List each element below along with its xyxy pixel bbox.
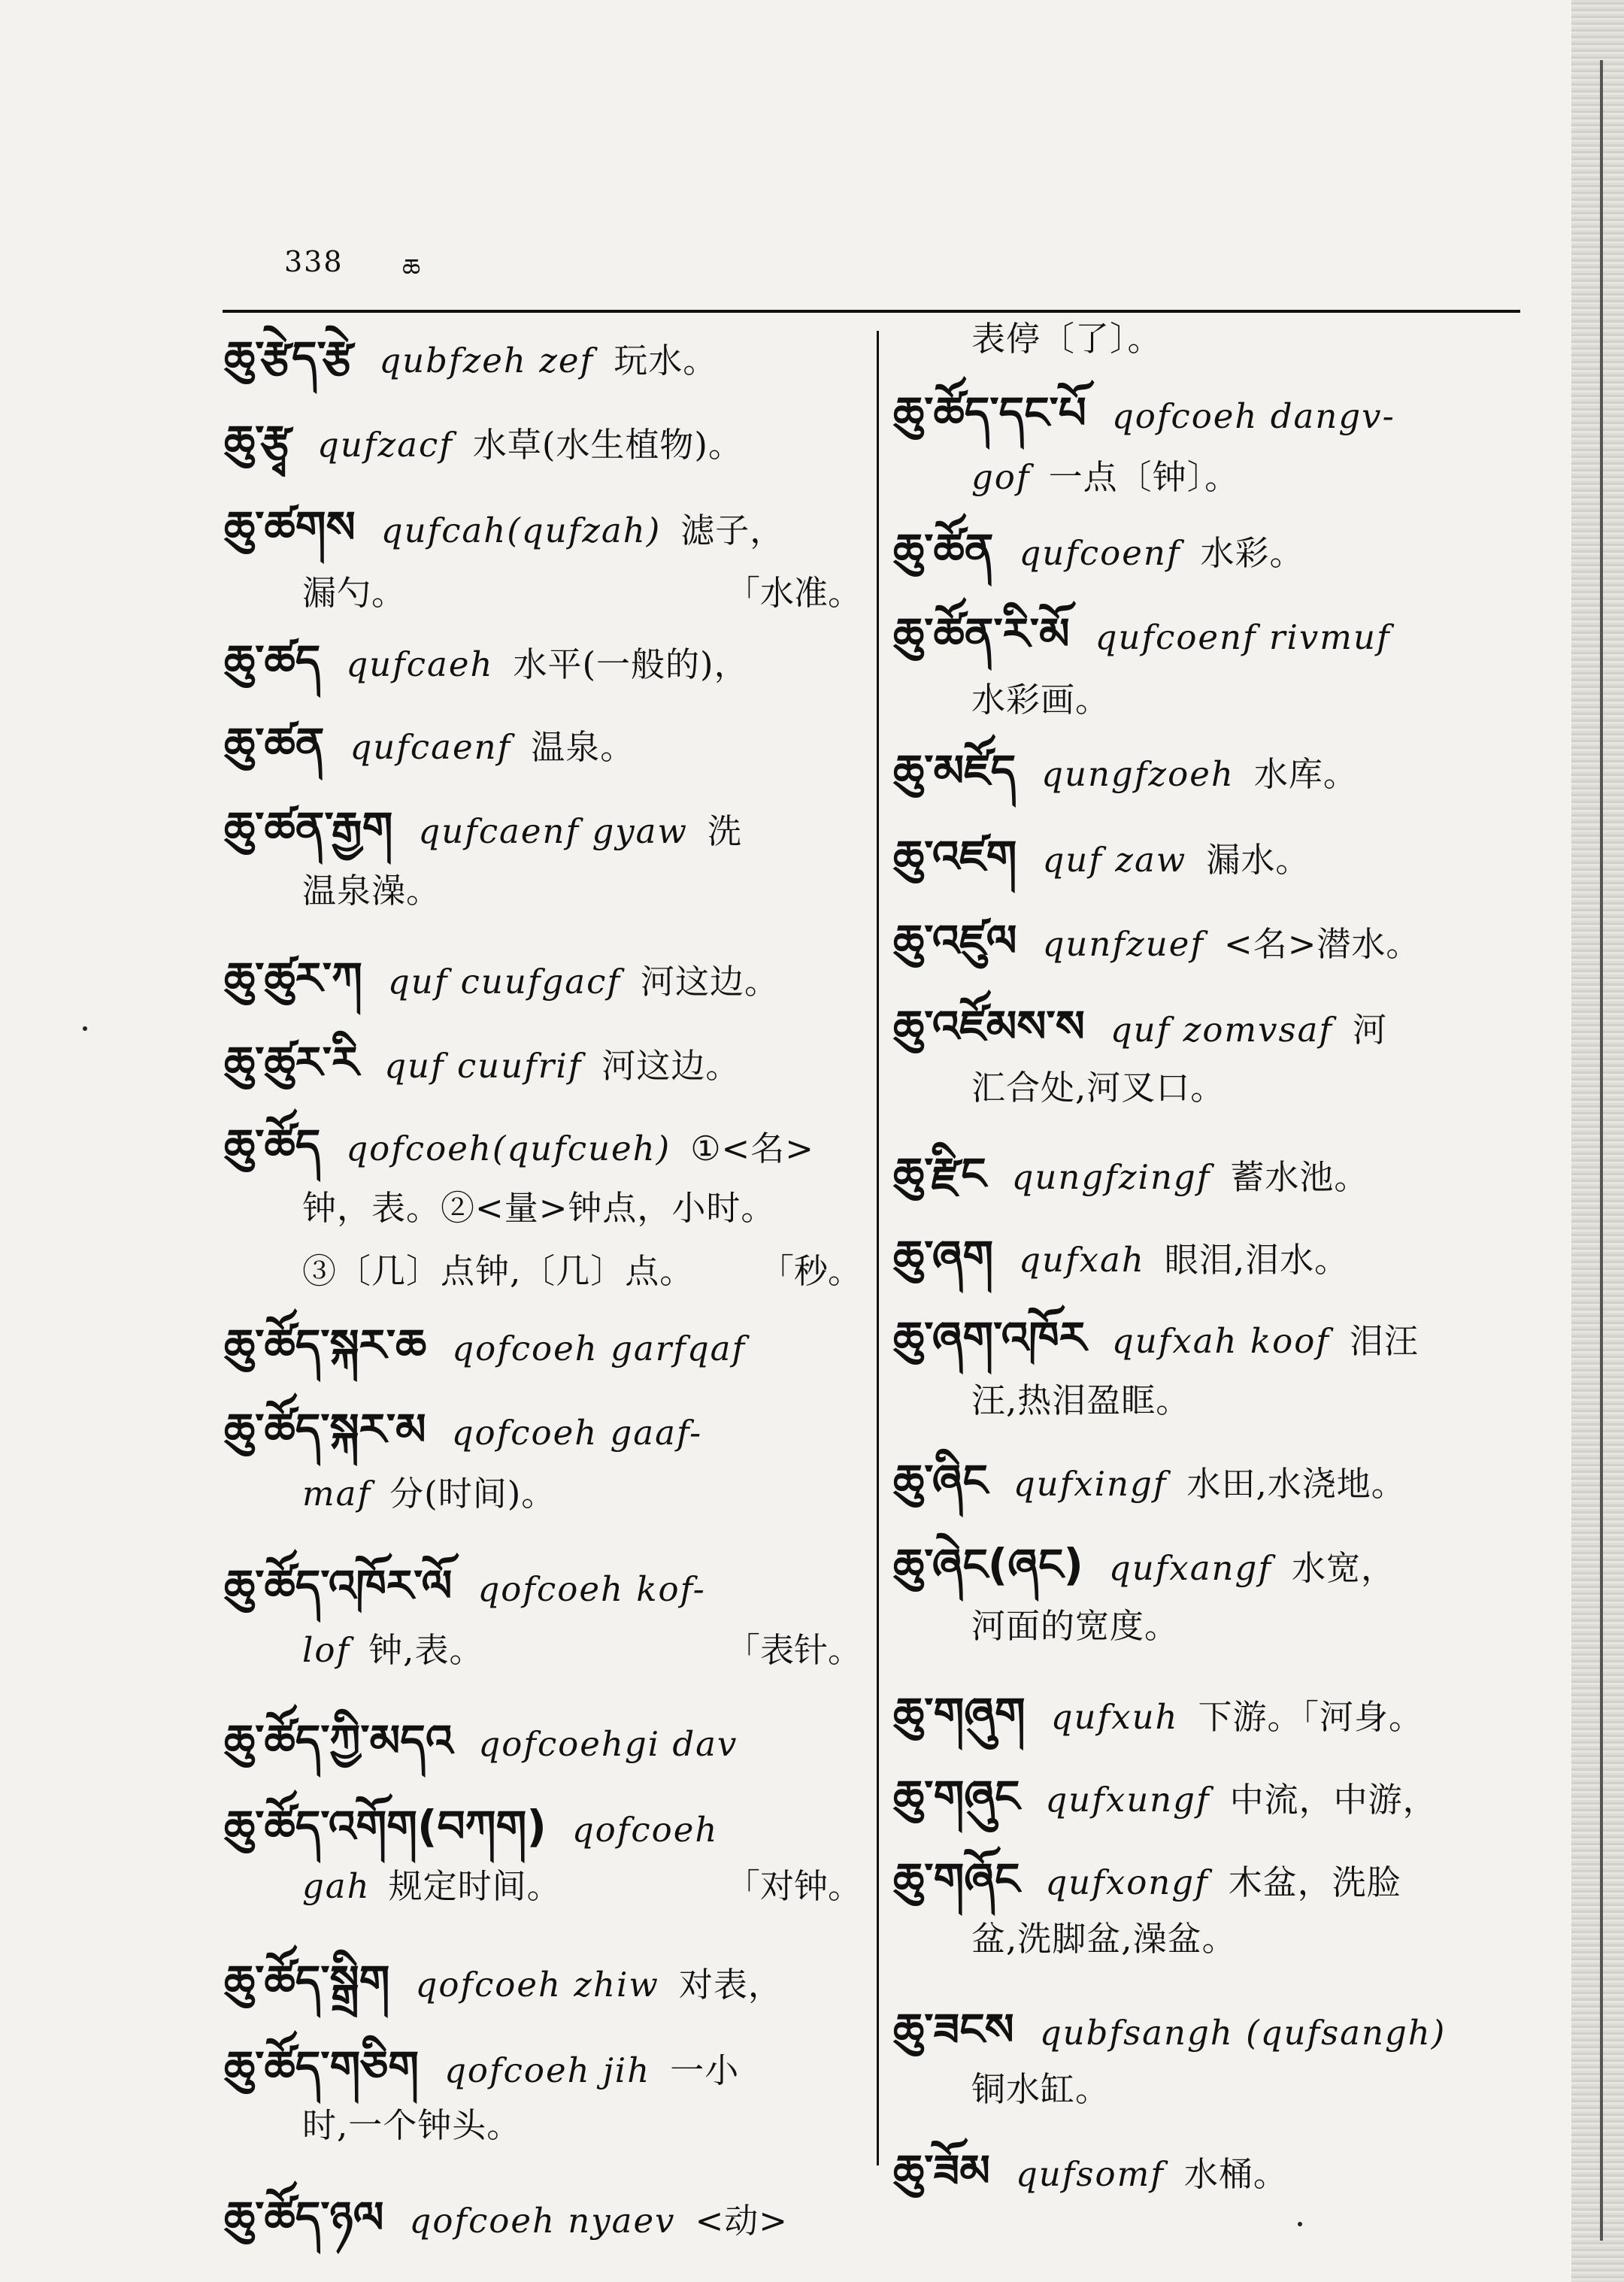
- tibetan-headword: ཆུ་ཚོད་སྒྲིག: [224, 1956, 390, 2007]
- tibetan-headword: ཆུ་རྫིང: [893, 1148, 986, 1199]
- entry-continuation: [893, 1068, 1226, 1108]
- entry-continuation: [224, 1188, 776, 1228]
- header-rule: [223, 310, 1520, 313]
- romanization: qubfzeh zef: [379, 341, 595, 380]
- chinese-definition: 铜水缸。: [971, 2069, 1110, 2109]
- romanization: qofcoeh kof-: [477, 1569, 706, 1609]
- chinese-definition: 钟，表。②<量>钟点，小时。: [302, 1188, 776, 1228]
- chinese-definition: 水草(水生植物)。: [472, 425, 743, 465]
- romanization: qofcoeh zhiw: [415, 1965, 659, 2005]
- romanization: quf cuufgacf: [387, 962, 621, 1002]
- scan-edge: [1571, 0, 1624, 2282]
- dictionary-entry: [224, 332, 718, 383]
- chinese-definition: 河这边。: [640, 962, 779, 1002]
- chinese-definition: ①<名>: [690, 1129, 814, 1168]
- chinese-definition: 水宽，: [1291, 1548, 1395, 1588]
- dictionary-entry: [224, 2041, 740, 2093]
- tibetan-headword: ཆུ་ཟངས: [893, 2004, 1014, 2055]
- romanization: qufxangf: [1108, 1548, 1272, 1588]
- section-letter: ཆ: [402, 253, 421, 283]
- page-number: 338: [284, 245, 344, 278]
- entry-continuation: [893, 457, 1240, 497]
- margin-note: 「水准。: [726, 573, 862, 613]
- dictionary-entry: [224, 2192, 788, 2243]
- romanization: qufcoenf rivmuf: [1095, 617, 1391, 657]
- romanization: quf cuufrif: [384, 1046, 583, 1086]
- entry-continuation: [224, 573, 407, 613]
- chinese-definition: 一点〔钟〕。: [1048, 457, 1240, 497]
- entry-continuation: [893, 1606, 1180, 1646]
- romanization: qofcoeh garfqaf: [452, 1329, 747, 1368]
- romanization: gah: [302, 1866, 371, 1906]
- scan-speck: [83, 1026, 87, 1031]
- romanization: qufcaeh: [346, 644, 494, 684]
- chinese-definition: <动>: [695, 2201, 788, 2241]
- romanization: qungfzoeh: [1041, 754, 1235, 794]
- tibetan-headword: ཆུ་ཚོད་སྐར་མ: [224, 1404, 426, 1455]
- romanization: qufsomf: [1015, 2154, 1165, 2194]
- chinese-definition: 滤子，: [680, 511, 785, 550]
- chinese-definition: 玩水。: [614, 341, 718, 380]
- chinese-definition: 分(时间)。: [389, 1474, 556, 1514]
- dictionary-entry: [224, 502, 785, 553]
- tibetan-headword: ཆུ་ཚོན: [893, 524, 994, 575]
- tibetan-headword: ཆུ་ཚོད་དང་པོ: [893, 387, 1086, 438]
- romanization: qofcoeh: [571, 1810, 719, 1850]
- chinese-definition: 钟,表。: [368, 1630, 484, 1670]
- chinese-definition: 水彩。: [1200, 533, 1304, 573]
- romanization: qofcoeh nyaev: [409, 2201, 676, 2241]
- chinese-definition: 时,一个钟头。: [302, 2105, 522, 2145]
- dictionary-entry: [893, 1001, 1388, 1052]
- romanization: qufxungf: [1045, 1780, 1210, 1820]
- romanization: qufxah: [1019, 1240, 1145, 1280]
- tibetan-headword: ཆུ་ཚོད: [224, 1120, 321, 1171]
- romanization: qufcaenf gyaw: [418, 811, 689, 851]
- dictionary-entry: [893, 1455, 1406, 1506]
- tibetan-headword: ཆུ་ཚོད་འགོག(བཀག): [224, 1801, 547, 1852]
- column-divider: [877, 331, 879, 2165]
- tibetan-headword: ཆུ་ཚོད་སྐར་ཆ: [224, 1320, 427, 1371]
- tibetan-headword: ཆུ་རྩྭ: [224, 416, 292, 467]
- romanization: qufxingf: [1013, 1464, 1168, 1504]
- dictionary-entry: [893, 831, 1310, 882]
- entry-continuation: [893, 680, 1110, 720]
- romanization: qubfsangh (qufsangh): [1039, 2013, 1447, 2053]
- romanization: qufxuh: [1050, 1697, 1179, 1737]
- tibetan-headword: ཆུ་ཞེང(ཞང): [893, 1539, 1083, 1590]
- tibetan-headword: ཆུ་མཛོད: [893, 745, 1017, 796]
- tibetan-headword: ཆུ་གཞོང: [893, 1853, 1020, 1905]
- chinese-definition: 洗: [707, 811, 743, 851]
- tibetan-headword: ཆུ་ཚུར་ཀ: [224, 953, 362, 1004]
- romanization: lof: [302, 1630, 351, 1670]
- romanization: qofcoeh(qufcueh): [346, 1129, 671, 1168]
- tibetan-headword: ཆུ་རྩེད་རྩེ: [224, 332, 354, 383]
- romanization: qufzacf: [317, 425, 453, 465]
- chinese-definition: 河这边。: [601, 1046, 741, 1086]
- dictionary-entry: [224, 1801, 738, 1852]
- tibetan-headword: ཆུ་ཞག: [893, 1231, 994, 1282]
- dictionary-entry: [893, 1853, 1401, 1905]
- chinese-definition: 漏水。: [1206, 840, 1310, 880]
- chinese-definition: 蓄水池。: [1230, 1157, 1369, 1197]
- chinese-definition: ③〔几〕点钟,〔几〕点。: [302, 1251, 695, 1291]
- entry-continuation: [893, 2069, 1110, 2109]
- dictionary-entry: [893, 608, 1410, 659]
- entry-continuation: [224, 1866, 562, 1906]
- tibetan-headword: ཆུ་ཚོད་ཀྱི་མདའ: [224, 1715, 453, 1766]
- dictionary-entry: [224, 1120, 814, 1171]
- chinese-definition: 一小: [670, 2050, 740, 2090]
- dictionary-entry: [893, 387, 1415, 438]
- dictionary-entry: [893, 745, 1358, 796]
- chinese-definition: 眼泪,泪水。: [1164, 1240, 1350, 1280]
- dictionary-entry: [224, 1320, 765, 1371]
- romanization: qofcoehgi dav: [478, 1724, 738, 1764]
- margin-note: 「表针。: [726, 1630, 862, 1670]
- tibetan-headword: ཆུ་ཚུར་རི: [224, 1037, 359, 1088]
- tibetan-headword: ཆུ་ཚགས: [224, 502, 356, 553]
- chinese-definition: 河面的宽度。: [971, 1606, 1180, 1646]
- romanization: qufcah(qufzah): [380, 511, 662, 550]
- dictionary-entry: [893, 1688, 1424, 1739]
- chinese-definition: 水彩画。: [971, 680, 1110, 720]
- dictionary-entry: [893, 1148, 1369, 1199]
- tibetan-headword: ཆུ་གཞུང: [893, 1771, 1020, 1822]
- tibetan-headword: ཆུ་ཞིང: [893, 1455, 988, 1506]
- dictionary-entry: [893, 524, 1304, 575]
- chinese-definition: <名>潜水。: [1224, 924, 1421, 964]
- chinese-definition: 温泉澡。: [302, 871, 441, 911]
- dictionary-entry: [893, 1231, 1350, 1282]
- dictionary-entry: [224, 1715, 757, 1766]
- tibetan-headword: ཆུ་ཞག་འཁོར: [893, 1312, 1086, 1363]
- romanization: qufxah koof: [1111, 1321, 1330, 1361]
- dictionary-entry: [893, 1539, 1395, 1590]
- entry-continuation: [224, 1251, 695, 1291]
- chinese-definition: 漏勺。: [302, 573, 407, 613]
- romanization: qufcoenf: [1019, 533, 1181, 573]
- dictionary-entry: [224, 1037, 741, 1088]
- tibetan-headword: ཆུ་ཚོད་གཅིག: [224, 2041, 420, 2093]
- dictionary-entry: [224, 416, 743, 467]
- chinese-definition: 汪,热泪盈眶。: [971, 1380, 1191, 1420]
- romanization: qofcoeh jih: [444, 2050, 651, 2090]
- tibetan-headword: ཆུ་འཛུལ: [893, 915, 1017, 966]
- entry-continuation: [893, 319, 1162, 359]
- romanization: qufxongf: [1045, 1862, 1209, 1902]
- tibetan-headword: ཆུ་ཚོད་འཁོར་ལོ: [224, 1560, 453, 1611]
- dictionary-entry: [224, 802, 743, 853]
- scan-speck: [1298, 2222, 1302, 2226]
- entry-continuation: [224, 1630, 484, 1670]
- chinese-definition: 水田,水浇地。: [1186, 1464, 1406, 1504]
- tibetan-headword: ཆུ་ཟོམ: [893, 2145, 990, 2196]
- dictionary-entry: [224, 1404, 722, 1455]
- romanization: qufcaenf: [350, 727, 512, 767]
- tibetan-headword: ཆུ་ཚན་རྒྱག: [224, 802, 393, 853]
- dictionary-entry: [893, 1771, 1438, 1822]
- tibetan-headword: ཆུ་ཚད: [224, 635, 321, 686]
- tibetan-headword: ཆུ་གཞུག: [893, 1688, 1026, 1739]
- dictionary-entry: [224, 718, 635, 769]
- dictionary-entry: [224, 1956, 783, 2007]
- romanization: quf zomvsaf: [1110, 1010, 1334, 1050]
- romanization: gof: [971, 457, 1031, 497]
- dictionary-entry: [893, 2145, 1288, 2196]
- romanization: qungfzingf: [1011, 1157, 1211, 1197]
- chinese-definition: 下游。「河身。: [1198, 1697, 1424, 1737]
- chinese-definition: 河: [1353, 1010, 1388, 1050]
- chinese-definition: 规定时间。: [388, 1866, 562, 1906]
- entry-continuation: [893, 1380, 1191, 1420]
- tibetan-headword: ཆུ་ཚོད་ཉལ: [224, 2192, 384, 2243]
- margin-note: 「秒。: [759, 1251, 862, 1291]
- entry-continuation: [893, 1919, 1237, 1959]
- chinese-definition: 水库。: [1253, 754, 1358, 794]
- margin-note: 「对钟。: [726, 1866, 862, 1906]
- romanization: quf zaw: [1042, 840, 1187, 880]
- dictionary-entry: [224, 953, 779, 1004]
- chinese-definition: 泪汪: [1349, 1321, 1419, 1361]
- chinese-definition: 中流，中游，: [1229, 1780, 1438, 1820]
- tibetan-headword: ཆུ་ཚོན་རི་མོ: [893, 608, 1070, 659]
- chinese-definition: 表停〔了〕。: [971, 319, 1162, 359]
- chinese-definition: 对表，: [678, 1965, 783, 2005]
- romanization: qunfzuef: [1042, 924, 1205, 964]
- entry-continuation: [224, 871, 441, 911]
- romanization: qofcoeh dangv-: [1111, 396, 1395, 436]
- entry-continuation: [224, 2105, 522, 2145]
- tibetan-headword: ཆུ་འཛོམས་ས: [893, 1001, 1085, 1052]
- dictionary-entry: [893, 1312, 1419, 1363]
- chinese-definition: 水平(一般的)，: [513, 644, 749, 684]
- chinese-definition: 水桶。: [1183, 2154, 1288, 2194]
- dictionary-entry: [893, 2004, 1465, 2055]
- dictionary-entry: [224, 1560, 726, 1611]
- chinese-definition: 温泉。: [531, 727, 635, 767]
- chinese-definition: 盆,洗脚盆,澡盆。: [971, 1919, 1237, 1959]
- tibetan-headword: ཆུ་ཚན: [224, 718, 325, 769]
- dictionary-entry: [893, 915, 1421, 966]
- chinese-definition: 汇合处,河叉口。: [971, 1068, 1226, 1108]
- tibetan-headword: ཆུ་འཛག: [893, 831, 1017, 882]
- chinese-definition: 木盆，洗脸: [1228, 1862, 1401, 1902]
- dictionary-entry: [224, 635, 749, 686]
- entry-continuation: [224, 1474, 556, 1514]
- scan-edge-line: [1600, 60, 1603, 2241]
- romanization: qofcoeh gaaf-: [451, 1413, 703, 1453]
- romanization: maf: [302, 1474, 372, 1514]
